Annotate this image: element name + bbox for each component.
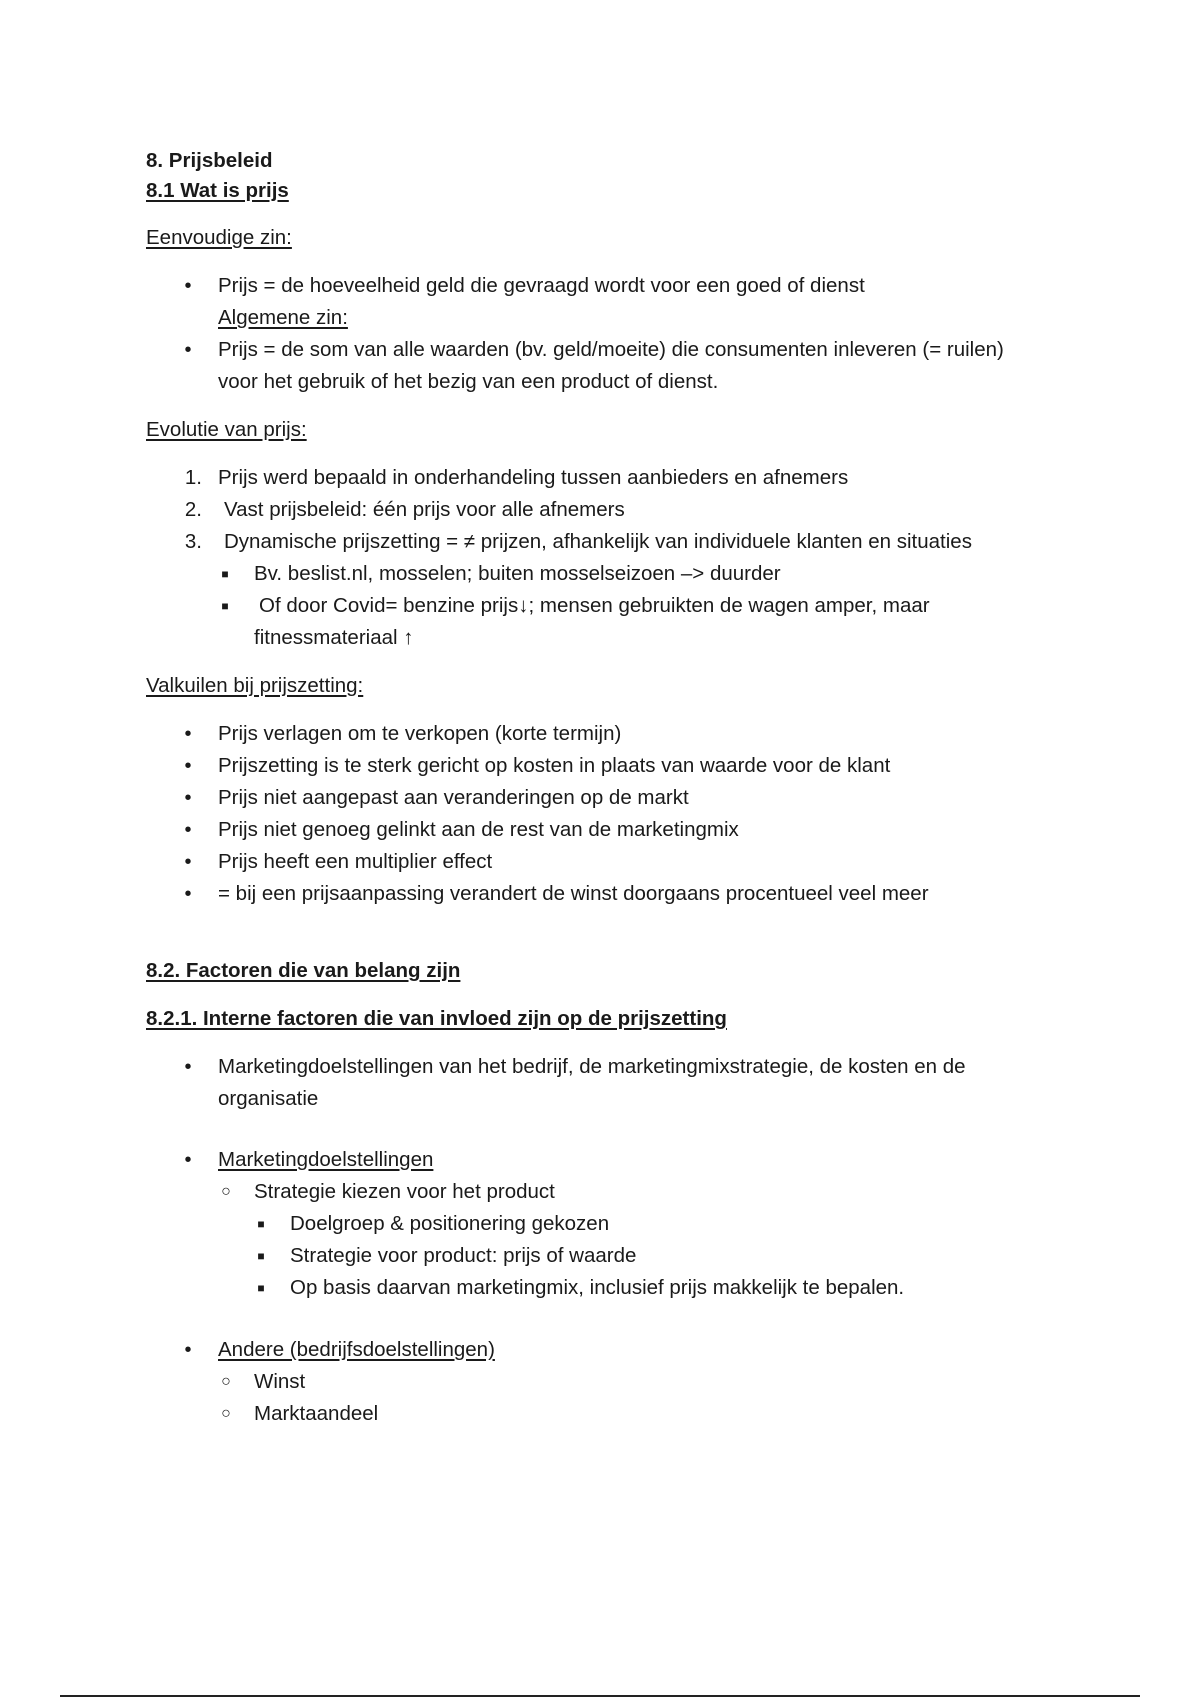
pitfall-item: Prijszetting is te sterk gericht op kosten in plaats van waarde voor de klant <box>218 754 891 777</box>
general-definition-line2: voor het gebruik of het bezig van een product of dienst. <box>218 370 719 393</box>
evolution-label: Evolutie van prijs: <box>146 418 307 441</box>
square-bullet-icon: ■ <box>257 1249 265 1263</box>
pitfall-item: Prijs heeft een multiplier effect <box>218 850 493 873</box>
document-title: 8. Prijsbeleid <box>146 149 273 172</box>
marketing-goals-subsubitem: Strategie voor product: prijs of waarde <box>290 1244 637 1267</box>
bullet-icon: • <box>184 1149 192 1171</box>
evolution-item: Vast prijsbeleid: één prijs voor alle afnemers <box>224 498 625 521</box>
square-bullet-icon: ■ <box>257 1281 265 1295</box>
evolution-subitem: Bv. beslist.nl, mosselen; buiten mosselseizoen –> duurder <box>254 562 781 585</box>
circle-bullet-icon: ○ <box>221 1183 231 1200</box>
heading-8-2-1: 8.2.1. Interne factoren die van invloed zijn op de prijszetting <box>146 1007 727 1030</box>
bullet-icon: • <box>184 819 192 841</box>
pitfall-item: Prijs verlagen om te verkopen (korte termijn) <box>218 722 622 745</box>
marketing-goals-label: Marketingdoelstellingen <box>218 1148 434 1171</box>
evolution-subitem: Of door Covid= benzine prijs↓; mensen gebruikten de wagen amper, maar <box>259 594 930 617</box>
list-number: 1. <box>184 466 202 489</box>
intro-line2: organisatie <box>218 1087 319 1110</box>
bullet-icon: • <box>184 787 192 809</box>
heading-8-2: 8.2. Factoren die van belang zijn <box>146 959 461 982</box>
pitfalls-label: Valkuilen bij prijszetting: <box>146 674 364 697</box>
bullet-icon: • <box>184 339 192 361</box>
other-goals-item: Winst <box>254 1370 306 1393</box>
heading-8-1: 8.1 Wat is prijs <box>146 179 289 202</box>
simple-definition-label: Eenvoudige zin: <box>146 226 292 249</box>
footer-divider <box>60 1695 1140 1697</box>
bullet-icon: • <box>184 883 192 905</box>
intro-line1: Marketingdoelstellingen van het bedrijf, de marketingmixstrategie, de kosten en de <box>218 1055 966 1078</box>
bullet-icon: • <box>184 275 192 297</box>
pitfall-item: = bij een prijsaanpassing verandert de winst doorgaans procentueel veel meer <box>218 882 929 905</box>
square-bullet-icon: ■ <box>221 567 229 581</box>
other-goals-item: Marktaandeel <box>254 1402 379 1425</box>
evolution-item: Prijs werd bepaald in onderhandeling tussen aanbieders en afnemers <box>218 466 849 489</box>
marketing-goals-subitem: Strategie kiezen voor het product <box>254 1180 555 1203</box>
bullet-icon: • <box>184 755 192 777</box>
marketing-goals-subsubitem: Op basis daarvan marketingmix, inclusief prijs makkelijk te bepalen. <box>290 1276 905 1299</box>
bullet-icon: • <box>184 1056 192 1078</box>
pitfall-item: Prijs niet genoeg gelinkt aan de rest van de marketingmix <box>218 818 739 841</box>
simple-definition-item: Prijs = de hoeveelheid geld die gevraagd wordt voor een goed of dienst <box>218 274 865 297</box>
evolution-item: Dynamische prijszetting = ≠ prijzen, afhankelijk van individuele klanten en situaties <box>224 530 972 553</box>
list-number: 3. <box>184 530 202 553</box>
list-number: 2. <box>184 498 202 521</box>
evolution-subitem-continued: fitnessmateriaal ↑ <box>254 626 414 649</box>
marketing-goals-subsubitem: Doelgroep & positionering gekozen <box>290 1212 610 1235</box>
circle-bullet-icon: ○ <box>221 1373 231 1390</box>
circle-bullet-icon: ○ <box>221 1405 231 1422</box>
other-goals-label: Andere (bedrijfsdoelstellingen) <box>218 1338 495 1361</box>
bullet-icon: • <box>184 1339 192 1361</box>
square-bullet-icon: ■ <box>221 599 229 613</box>
general-definition-label: Algemene zin: <box>218 306 348 329</box>
pitfall-item: Prijs niet aangepast aan veranderingen op de markt <box>218 786 689 809</box>
general-definition-line1: Prijs = de som van alle waarden (bv. geld/moeite) die consumenten inleveren (= ruilen) <box>218 338 1004 361</box>
bullet-icon: • <box>184 851 192 873</box>
bullet-icon: • <box>184 723 192 745</box>
square-bullet-icon: ■ <box>257 1217 265 1231</box>
